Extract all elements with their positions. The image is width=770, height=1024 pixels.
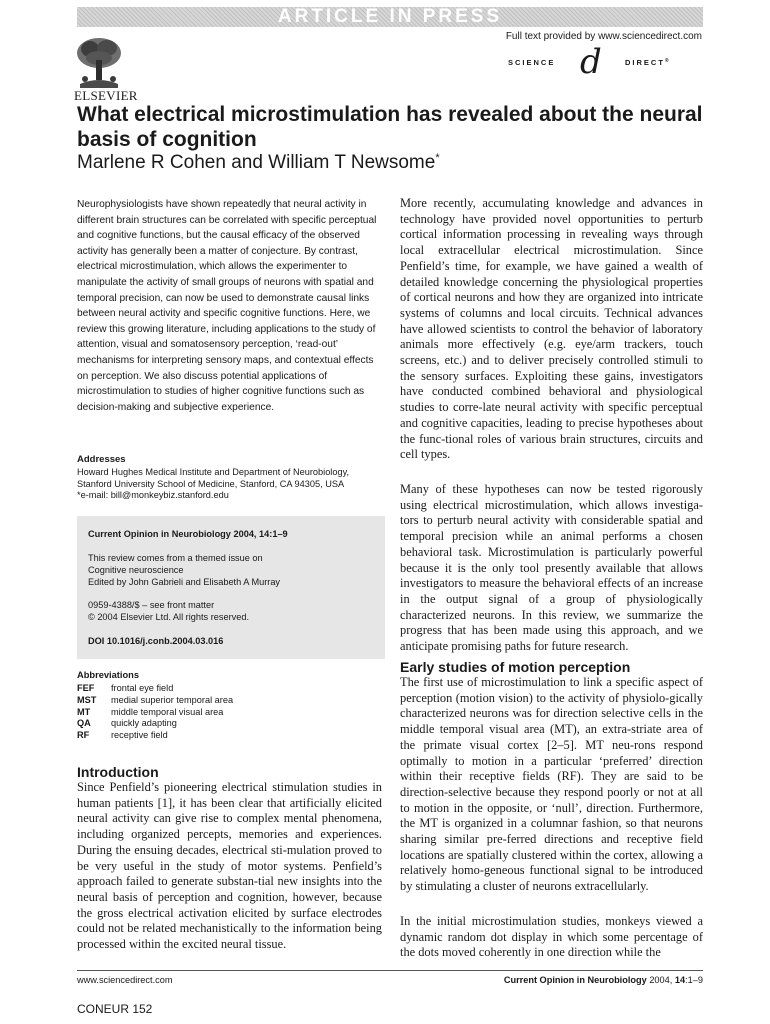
footer-divider bbox=[77, 970, 703, 971]
manuscript-code: CONEUR 152 bbox=[77, 1002, 153, 1016]
sciencedirect-d-icon: d bbox=[580, 42, 602, 82]
addresses bbox=[77, 467, 385, 502]
abbreviation-row: RF receptive field bbox=[77, 730, 168, 741]
info-copyright: © 2004 Elsevier Ltd. All rights reserved. bbox=[88, 612, 249, 622]
elsevier-wordmark: ELSEVIER bbox=[74, 88, 138, 103]
body-paragraph-1: More recently, accumulating knowledge and advances in technology have provided novel opportunities to perturb cortical information processing in revealing ways through local extracellular electrical microstimulation. Since Penfield’s time, for example, we have gained a wealth of detailed knowledge concerning the physiological properties of cortical neurons and how they are organized into intricate systems of columns and local circuits. Technical advances have allowed scientists to control the behavior of laboratory animals more effectively (e.g. eye/arm trackers, touch screens, etc.) and to deliver precisely controlled stimuli to the sensory surfaces. Exploiting these gains, investigators have conducted combined behavioral and physiological studies to corre-late neural activity with specific perceptual and cognitive capacities, leading to precise hypotheses about the func-tional roles of various brain structures, circuits and cell types. bbox=[400, 196, 703, 462]
affiliation: Howard Hughes Medical Institute and Department of Neurobiology, Stanford University School of Medicine, Stanford, CA 94305, USA bbox=[77, 467, 350, 489]
abbreviations-heading: Abbreviations bbox=[77, 670, 139, 680]
article-authors: Marlene R Cohen and William T Newsome* bbox=[77, 152, 440, 173]
early-studies-heading: Early studies of motion perception bbox=[400, 659, 631, 675]
abbreviation-row: FEF frontal eye field bbox=[77, 683, 174, 693]
corresponding-author-mark: * bbox=[435, 152, 440, 164]
article-in-press-banner: ARTICLE IN PRESS bbox=[77, 7, 703, 27]
abbreviation-row: QA quickly adapting bbox=[77, 718, 177, 729]
sciencedirect-logo[interactable] bbox=[508, 42, 708, 84]
early-studies-paragraph-2: In the initial microstimulation studies, monkeys viewed a dynamic random dot display in which some percentage of the dots moved coherently in one direction while the bbox=[400, 914, 703, 960]
info-themed-issue: This review comes from a themed issue on bbox=[88, 553, 263, 563]
info-doi[interactable]: DOI 10.1016/j.conb.2004.03.016 bbox=[88, 636, 224, 646]
abbreviation-row: MST medial superior temporal area bbox=[77, 694, 234, 705]
footer-citation: Current Opinion in Neurobiology 2004, 14:1–9 bbox=[503, 975, 703, 985]
info-journal-citation: Current Opinion in Neurobiology 2004, 14:1–9 bbox=[88, 529, 288, 539]
author-email[interactable]: *e-mail: bill@monkeybiz.stanford.edu bbox=[77, 490, 229, 501]
full-text-note[interactable]: Full text provided by www.sciencedirect.com bbox=[505, 31, 702, 42]
addresses-heading: Addresses bbox=[77, 454, 126, 465]
sciencedirect-logo-science: SCIENCE bbox=[508, 58, 556, 67]
early-studies-paragraph-1: The first use of microstimulation to link a specific aspect of perception (motion vision) to the activity of physiolo-gically characterized neurons was for direction selective cells in the middle temporal visual area (MT), an extra-striate area of the primate visual cortex [2–5]. MT neu-rons respond optimally to motion in a particular ‘preferred’ direction within their receptive fields (RF). They are said to be direction-selective because they respond poorly or not at all to motion in the opposite, or ‘null’, direction. Furthermore, the MT is organized in a columnar fashion, so that neurons sharing similar pre-ferred directions and receptive field locations are spatially clustered within the cortex, allowing a relatively homo-geneous functional signal to be introduced by stimulating a cluster of neurons extracellularly. bbox=[400, 675, 703, 894]
info-issn: 0959-4388/$ – see front matter bbox=[88, 600, 215, 610]
info-editors: Edited by John Gabrieli and Elisabeth A Murray bbox=[88, 577, 281, 587]
info-issue-name: Cognitive neuroscience bbox=[88, 565, 184, 575]
abstract: Neurophysiologists have shown repeatedly that neural activity in different brain structures can be correlated with specific perceptual and cognitive functions, but the causal efficacy of the observed activity has generally been a matter of conjecture. By contrast, electrical microstimulation, which allows the experimenter to manipulate the activity of small groups of neurons with spatial and temporal precision, can now be used to demonstrate causal links between neural activity and specific cognitive functions. Here, we review this growing literature, including applications to the study of attention, visual and somatosensory perception, ‘read-out’ mechanisms for interpreting sensory maps, and contextual effects on perception. We also discuss potential applications of microstimulation to studies of higher cognitive functions such as decision-making and subjective experience. bbox=[77, 199, 377, 413]
article-title: What electrical microstimulation has revealed about the neural basis of cognition bbox=[77, 103, 703, 151]
abbreviation-row: MT middle temporal visual area bbox=[77, 706, 224, 717]
introduction-paragraph: Since Penfield’s pioneering electrical stimulation studies in human patients [1], it has been clear that artificially elicited neural activity can give rise to complex mental phenomena, including organized percepts, memories and experiences. During the ensuing decades, electrical sti-mulation proved to be very useful in the study of motor systems. Penfield’s approach failed to generate substan-tial new insights into the neural basis of perception and cognition, however, because the gross electrical activation elicited by surface electrodes could not be related mechanistically to the information being processed within the excited neural tissue. bbox=[77, 780, 382, 952]
elsevier-tree-icon bbox=[74, 36, 124, 90]
introduction-heading: Introduction bbox=[77, 764, 159, 780]
body-paragraph-2: Many of these hypotheses can now be tested rigorously using electrical microstimulation, which allows investiga-tors to perturb neural activity with considerable spatial and temporal precision while an animal performs a chosen behavioral task. Microstimulation is particularly powerful because it is the only tool presently available that allows investigators to measure the behavioral effects of an increase in the output signal of a group of physiologically characterized neurons. In this review, we summarize the progress that has been made using this approach, and we anticipate promising paths for future research. bbox=[400, 482, 703, 654]
sciencedirect-logo-direct: DIRECT® bbox=[625, 58, 671, 67]
footer-website[interactable]: www.sciencedirect.com bbox=[77, 975, 173, 985]
journal-info-box bbox=[77, 516, 385, 659]
abbreviations-list bbox=[77, 683, 233, 742]
